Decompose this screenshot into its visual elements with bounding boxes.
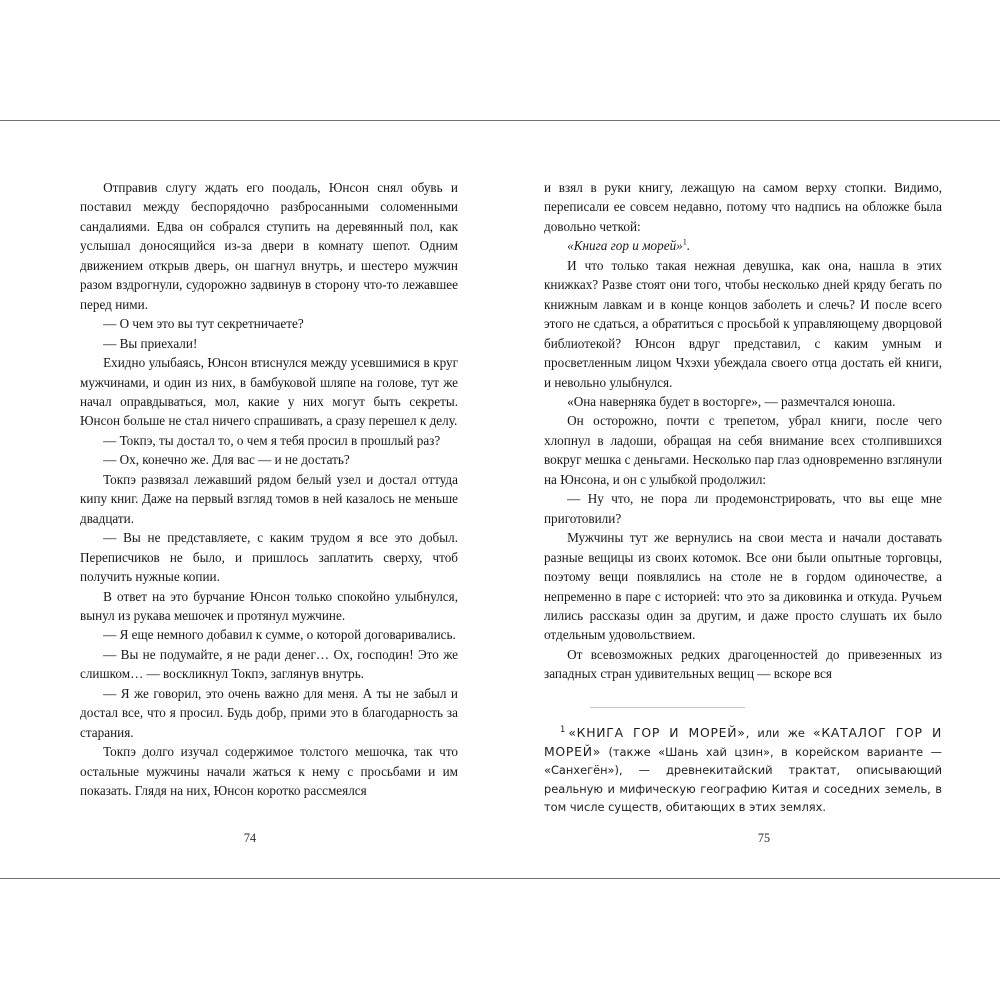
paragraph: — Вы приехали! [103, 335, 198, 351]
footnote-title-primary: «КНИГА ГОР И МОРЕЙ» [568, 725, 746, 740]
paragraph: Мужчины тут же вернулись на свои места и начали доставать разные вещицы из своих котомок. Все они были опытные торговцы, поэтому вещи появлялись на столе не в гордом одиночестве, а непременно в паре с историей: что это за диковинка и откуда. Ручьем лились рассказы один за другим, и даже просто слушать их было отдельным удовольствием. [544, 530, 942, 643]
paragraph: — Я же говорил, это очень важно для меня. А ты не забыл и достал все, что я просил. Будь добр, прими это в благодарность за старания. [80, 685, 458, 740]
left-page [0, 121, 500, 878]
bottom-edge-rule [0, 878, 1000, 879]
paragraph: И что только такая нежная девушка, как она, нашла в этих книжках? Разве стоят они того, чтобы несколько дней кряду бегать по книжным лавкам и в конце концов заболеть и слечь? И после всего этого не сдаться, а обратиться с просьбой к управляющему дворцовой библиотекой? Юнсон вдруг представил, с каким умным и просветленным лицом Чхэхи убеждала своего отца достать ей книги, и невольно улыбнулся. [544, 257, 942, 390]
footnote-connector: , или же [745, 726, 814, 740]
paragraph: — Вы не подумайте, я не ради денег… Ох, господин! Это же слишком… — воскликнул Токпэ, заглянув внутрь. [80, 646, 458, 682]
paragraph: Он осторожно, почти с трепетом, убрал книги, после чего хлопнул в ладоши, обращая на себя внимание всех столпившихся вокруг мешка с деньгами. Несколько пар глаз одновременно взглянули на Юнсона, и он с улыбкой продолжил: [544, 413, 943, 487]
paragraph: Отправив слугу ждать его поодаль, Юнсон снял обувь и поставил между беспорядочно разбросанными соломенными сандалиями. Едва он собрался ступить на деревянный пол, как услышал доносящийся из-за двери в комнату шепот. Одним движением открыв дверь, он шагнул внутрь, и шестеро мужчин разом вздрогнули, судорожно задвинув в сторону что-то лежавшее перед ними. [80, 180, 458, 312]
paragraph: и взял в руки книгу, лежащую на самом верху стопки. Видимо, переписали ее совсем недавно, потому что надпись на обложке была довольно четкой: [544, 180, 942, 234]
footnote-text [544, 724, 942, 817]
paragraph: — Я еще немного добавил к сумме, о которой договаривались. [103, 627, 456, 643]
footnote-zone [544, 707, 942, 817]
pages-container [0, 121, 1000, 878]
footnote-separator-rule [590, 707, 745, 708]
footnote-reference-marker[interactable]: 1 [682, 237, 687, 247]
paragraph: — Токпэ, ты достал то, о чем я тебя просил в прошлый раз? [103, 432, 441, 448]
paragraph: — О чем это вы тут секретничаете? [103, 316, 304, 332]
paragraph: Токпэ развязал лежавший рядом белый узел и достал оттуда кипу книг. Даже на первый взгляд томов в ней казалось не меньше двадцати. [80, 471, 458, 526]
page-number-left: 74 [243, 831, 257, 845]
paragraph: От всевозможных редких драгоценностей до привезенных из западных стран удивительных вещиц — вскоре вся [544, 646, 942, 682]
left-page-text-column [80, 178, 458, 801]
paragraph: — Ну что, не пора ли продемонстрировать, что вы еще мне приготовили? [544, 491, 942, 526]
quoted-book-title: «Книга гор и морей» [567, 238, 683, 254]
paragraph: — Вы не представляете, с каким трудом я все это добыл. Переписчиков не было, и пришлось заплатить сверху, чтоб получить нужные копии. [80, 530, 458, 585]
paragraph: — Ох, конечно же. Для вас — и не достать? [103, 452, 350, 468]
paragraph: В ответ на это бурчание Юнсон только спокойно улыбнулся, вынул из рукава мешочек и протянул мужчине. [80, 588, 458, 623]
footnote-marker: 1 [560, 724, 566, 735]
right-page-text-column [544, 178, 942, 684]
paragraph: Ехидно улыбаясь, Юнсон втиснулся между усевшимися в круг мужчинами, и один из них, в бамбуковой шляпе на голове, тут же начал оправдываться, мол, какие у них могут быть секреты. Юнсон больше не стал ничего спрашивать, а сразу перешел к делу. [80, 355, 458, 429]
page-number-right: 75 [757, 831, 771, 845]
right-page [500, 121, 1000, 878]
footnote-description: (также «Шань хай цзин», в корейском варианте — «Санхегён»), — древнекитайский трактат, описывающий реальную и мифическую географию Китая и соседних земель, в том числе существ, обитающих в этих землях. [544, 744, 942, 815]
footnote-title-alternate: «КАТАЛОГ ГОР И МОРЕЙ» [544, 725, 943, 759]
paragraph: «Она наверняка будет в восторге», — размечтался юноша. [567, 393, 896, 409]
quoted-book-title-punctuation: . [686, 238, 691, 254]
quoted-book-title-line [544, 236, 942, 255]
paragraph: Токпэ долго изучал содержимое толстого мешочка, так что остальные мужчины начали жаться к нему с просьбами и им показать. Глядя на них, Юнсон коротко рассмеялся [80, 744, 458, 799]
